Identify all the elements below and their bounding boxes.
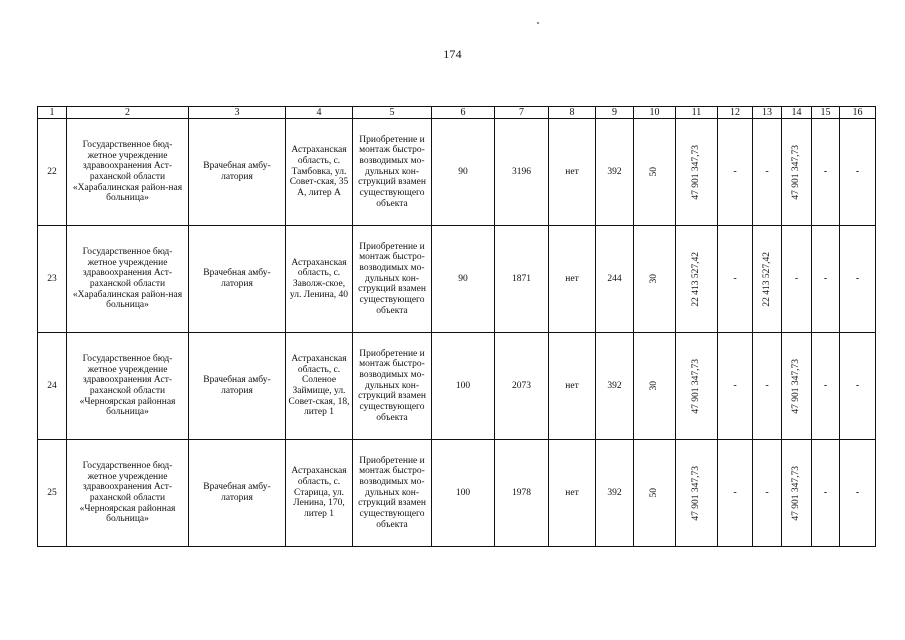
- column-number: 13: [753, 107, 782, 119]
- vertical-value: 47 901 347,73: [791, 358, 802, 414]
- scan-speck: [537, 22, 539, 24]
- amount-cell-13: -: [753, 440, 782, 547]
- vertical-text-wrap: [784, 333, 809, 439]
- amount-cell-11: [676, 333, 718, 440]
- vertical-value: 47 901 347,73: [691, 465, 702, 521]
- vertical-text-wrap: [636, 119, 673, 225]
- amount-cell-12: -: [718, 333, 753, 440]
- value-cell-7: 2073: [495, 333, 549, 440]
- value-cell-7: 1978: [495, 440, 549, 547]
- value-cell-10: [634, 119, 676, 226]
- amount-cell-16: -: [840, 333, 876, 440]
- amount-cell-11: [676, 226, 718, 333]
- institution-cell: Государственное бюд-жетное учреждение здравоохранения Аст-раханской области «Харабалинская район-ная больница»: [67, 119, 189, 226]
- address-cell: Астраханская область, с. Тамбовка, ул. Совет-ская, 35 А, литер А: [286, 119, 353, 226]
- page-number: 174: [443, 47, 462, 61]
- row-number-cell: 24: [38, 333, 67, 440]
- address-cell: Астраханская область, с. Заволж-ское, ул. Ленина, 40: [286, 226, 353, 333]
- column-number: 15: [812, 107, 840, 119]
- row-number-cell: 22: [38, 119, 67, 226]
- value-cell-10: [634, 333, 676, 440]
- column-number: 1: [38, 107, 67, 119]
- value-cell-8: нет: [549, 440, 596, 547]
- vertical-value: 30: [649, 381, 660, 391]
- amount-cell-14: -: [782, 226, 812, 333]
- vertical-value: 50: [649, 167, 660, 177]
- column-number: 3: [189, 107, 286, 119]
- value-cell-6: 100: [432, 333, 495, 440]
- table-row: [38, 440, 876, 547]
- amount-cell-12: -: [718, 226, 753, 333]
- institution-cell: Государственное бюд-жетное учреждение здравоохранения Аст-раханской области «Харабалинская район-ная больница»: [67, 226, 189, 333]
- value-cell-6: 90: [432, 226, 495, 333]
- facility-type-cell: Врачебная амбу-латория: [189, 119, 286, 226]
- table-body: [38, 107, 876, 547]
- vertical-text-wrap: [636, 440, 673, 546]
- facility-type-cell: Врачебная амбу-латория: [189, 333, 286, 440]
- work-description-cell: Приобретение и монтаж быстро-возводимых мо-дульных кон-струкций взамен существующего объекта: [353, 440, 432, 547]
- work-description-cell: Приобретение и монтаж быстро-возводимых мо-дульных кон-струкций взамен существующего объекта: [353, 226, 432, 333]
- vertical-value: 22 413 527,42: [761, 251, 772, 307]
- column-number: 10: [634, 107, 676, 119]
- column-number: 2: [67, 107, 189, 119]
- vertical-text-wrap: [636, 333, 673, 439]
- vertical-text-wrap: [678, 440, 715, 546]
- vertical-value: 50: [649, 488, 660, 498]
- table-row: [38, 333, 876, 440]
- facility-type-cell: Врачебная амбу-латория: [189, 226, 286, 333]
- vertical-text-wrap: [784, 440, 809, 546]
- amount-cell-14: [782, 333, 812, 440]
- amount-cell-14: [782, 119, 812, 226]
- column-number: 6: [432, 107, 495, 119]
- value-cell-9: 392: [596, 333, 634, 440]
- amount-cell-14: [782, 440, 812, 547]
- vertical-value: 47 901 347,73: [791, 144, 802, 200]
- value-cell-6: 90: [432, 119, 495, 226]
- table-row: [38, 119, 876, 226]
- vertical-value: 22 413 527,42: [691, 251, 702, 307]
- column-number: 14: [782, 107, 812, 119]
- amount-cell-16: -: [840, 226, 876, 333]
- vertical-value: 47 901 347,73: [691, 144, 702, 200]
- amount-cell-11: [676, 440, 718, 547]
- amount-cell-16: -: [840, 119, 876, 226]
- vertical-text-wrap: [678, 119, 715, 225]
- vertical-text-wrap: [755, 226, 779, 332]
- facility-type-cell: Врачебная амбу-латория: [189, 440, 286, 547]
- value-cell-6: 100: [432, 440, 495, 547]
- value-cell-9: 244: [596, 226, 634, 333]
- value-cell-8: нет: [549, 333, 596, 440]
- value-cell-8: нет: [549, 119, 596, 226]
- amount-cell-12: -: [718, 119, 753, 226]
- column-number-row: [38, 107, 876, 119]
- value-cell-8: нет: [549, 226, 596, 333]
- column-number: 5: [353, 107, 432, 119]
- value-cell-9: 392: [596, 119, 634, 226]
- column-number: 11: [676, 107, 718, 119]
- row-number-cell: 23: [38, 226, 67, 333]
- amount-cell-13: -: [753, 333, 782, 440]
- column-number: 8: [549, 107, 596, 119]
- value-cell-10: [634, 226, 676, 333]
- column-number: 7: [495, 107, 549, 119]
- address-cell: Астраханская область, с. Соленое Займище, ул. Совет-ская, 18, литер 1: [286, 333, 353, 440]
- amount-cell-15: -: [812, 333, 840, 440]
- vertical-value: 47 901 347,73: [691, 358, 702, 414]
- value-cell-7: 3196: [495, 119, 549, 226]
- institution-cell: Государственное бюд-жетное учреждение здравоохранения Аст-раханской области «Черноярская районная больница»: [67, 333, 189, 440]
- column-number: 9: [596, 107, 634, 119]
- value-cell-9: 392: [596, 440, 634, 547]
- amount-cell-15: -: [812, 119, 840, 226]
- vertical-text-wrap: [678, 226, 715, 332]
- vertical-value: 47 901 347,73: [791, 465, 802, 521]
- vertical-text-wrap: [678, 333, 715, 439]
- row-number-cell: 25: [38, 440, 67, 547]
- institution-cell: Государственное бюд-жетное учреждение здравоохранения Аст-раханской области «Черноярская районная больница»: [67, 440, 189, 547]
- amount-cell-16: -: [840, 440, 876, 547]
- table-row: [38, 226, 876, 333]
- facilities-table: [37, 106, 876, 547]
- vertical-value: 30: [649, 274, 660, 284]
- amount-cell-13: [753, 226, 782, 333]
- amount-cell-13: -: [753, 119, 782, 226]
- column-number: 4: [286, 107, 353, 119]
- work-description-cell: Приобретение и монтаж быстро-возводимых мо-дульных кон-струкций взамен существующего объекта: [353, 119, 432, 226]
- value-cell-10: [634, 440, 676, 547]
- amount-cell-11: [676, 119, 718, 226]
- amount-cell-15: -: [812, 440, 840, 547]
- amount-cell-15: -: [812, 226, 840, 333]
- amount-cell-12: -: [718, 440, 753, 547]
- vertical-text-wrap: [784, 119, 809, 225]
- vertical-text-wrap: [636, 226, 673, 332]
- value-cell-7: 1871: [495, 226, 549, 333]
- address-cell: Астраханская область, с. Старица, ул. Ленина, 170, литер 1: [286, 440, 353, 547]
- column-number: 12: [718, 107, 753, 119]
- column-number: 16: [840, 107, 876, 119]
- work-description-cell: Приобретение и монтаж быстро-возводимых мо-дульных кон-струкций взамен существующего объекта: [353, 333, 432, 440]
